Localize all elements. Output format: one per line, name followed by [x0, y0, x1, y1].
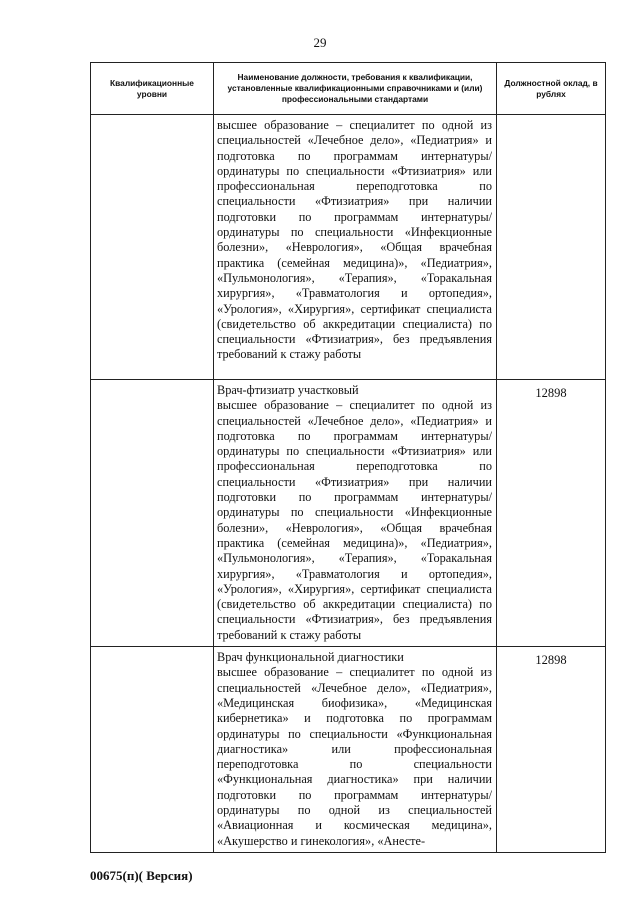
header-salary: Должностной оклад, в рублях: [497, 63, 606, 115]
page-number: 29: [313, 35, 327, 50]
header-qualification-levels: Квалификационные уровни: [91, 63, 214, 115]
salary-cell: 12898: [497, 647, 606, 853]
table-row: [91, 380, 606, 647]
position-description: Врач функциональной диагностики высшее образование – специалитет по одной из специальностей «Лечебное дело», «Педиатрия», «Медицинская биофизика», «Медицинская кибернетика» и подготовка по программам ординатуры по специальности «Функциональная диагностика» или профессиональная переподготовка по специальности «Функциональная диагностика» при наличии подготовки по программам интернатуры/ординатуры по одной из специальностей «Авиационная и космическая медицина», «Акушерство и гинекология», «Анесте-: [214, 647, 497, 853]
salary-table: [90, 62, 606, 853]
level-cell: [91, 380, 214, 647]
header-position-requirements: Наименование должности, требования к квалификации, установленные квалификационными справочниками и (или) профессиональными стандартами: [214, 63, 497, 115]
salary-cell: 12898: [497, 380, 606, 647]
table-header-row: [91, 63, 606, 115]
table-row: [91, 115, 606, 380]
document-footer: 00675(п)( Версия): [90, 868, 193, 883]
position-description: высшее образование – специалитет по одной из специальностей «Лечебное дело», «Педиатрия» и подготовка по программам интернатуры/ординатуры по специальности «Фтизиатрия» или профессиональная переподготовка по специальности «Фтизиатрия» при наличии подготовки по программам интернатуры/ординатуры по специальности «Инфекционные болезни», «Неврология», «Общая врачебная практика (семейная медицина)», «Педиатрия», «Пульмонология», «Терапия», «Торакальная хирургия», «Травматология и ортопедия», «Урология», «Хирургия», сертификат специалиста (свидетельство об аккредитации специалиста) по специальности «Фтизиатрия», без предъявления требований к стажу работы: [214, 115, 497, 380]
level-cell: [91, 115, 214, 380]
level-cell: [91, 647, 214, 853]
table-row: [91, 647, 606, 853]
salary-cell: [497, 115, 606, 380]
position-description: Врач-фтизиатр участковый высшее образование – специалитет по одной из специальностей «Лечебное дело», «Педиатрия» и подготовка по программам интернатуры/ординатуры по специальности «Фтизиатрия» или профессиональная переподготовка по специальности «Фтизиатрия» при наличии подготовки по программам интернатуры/ординатуры по специальности «Инфекционные болезни», «Неврология», «Общая врачебная практика (семейная медицина)», «Педиатрия», «Пульмонология», «Терапия», «Торакальная хирургия», «Травматология и ортопедия», «Урология», «Хирургия», сертификат специалиста (свидетельство об аккредитации специалиста) по специальности «Фтизиатрия», без предъявления требований к стажу работы: [214, 380, 497, 647]
